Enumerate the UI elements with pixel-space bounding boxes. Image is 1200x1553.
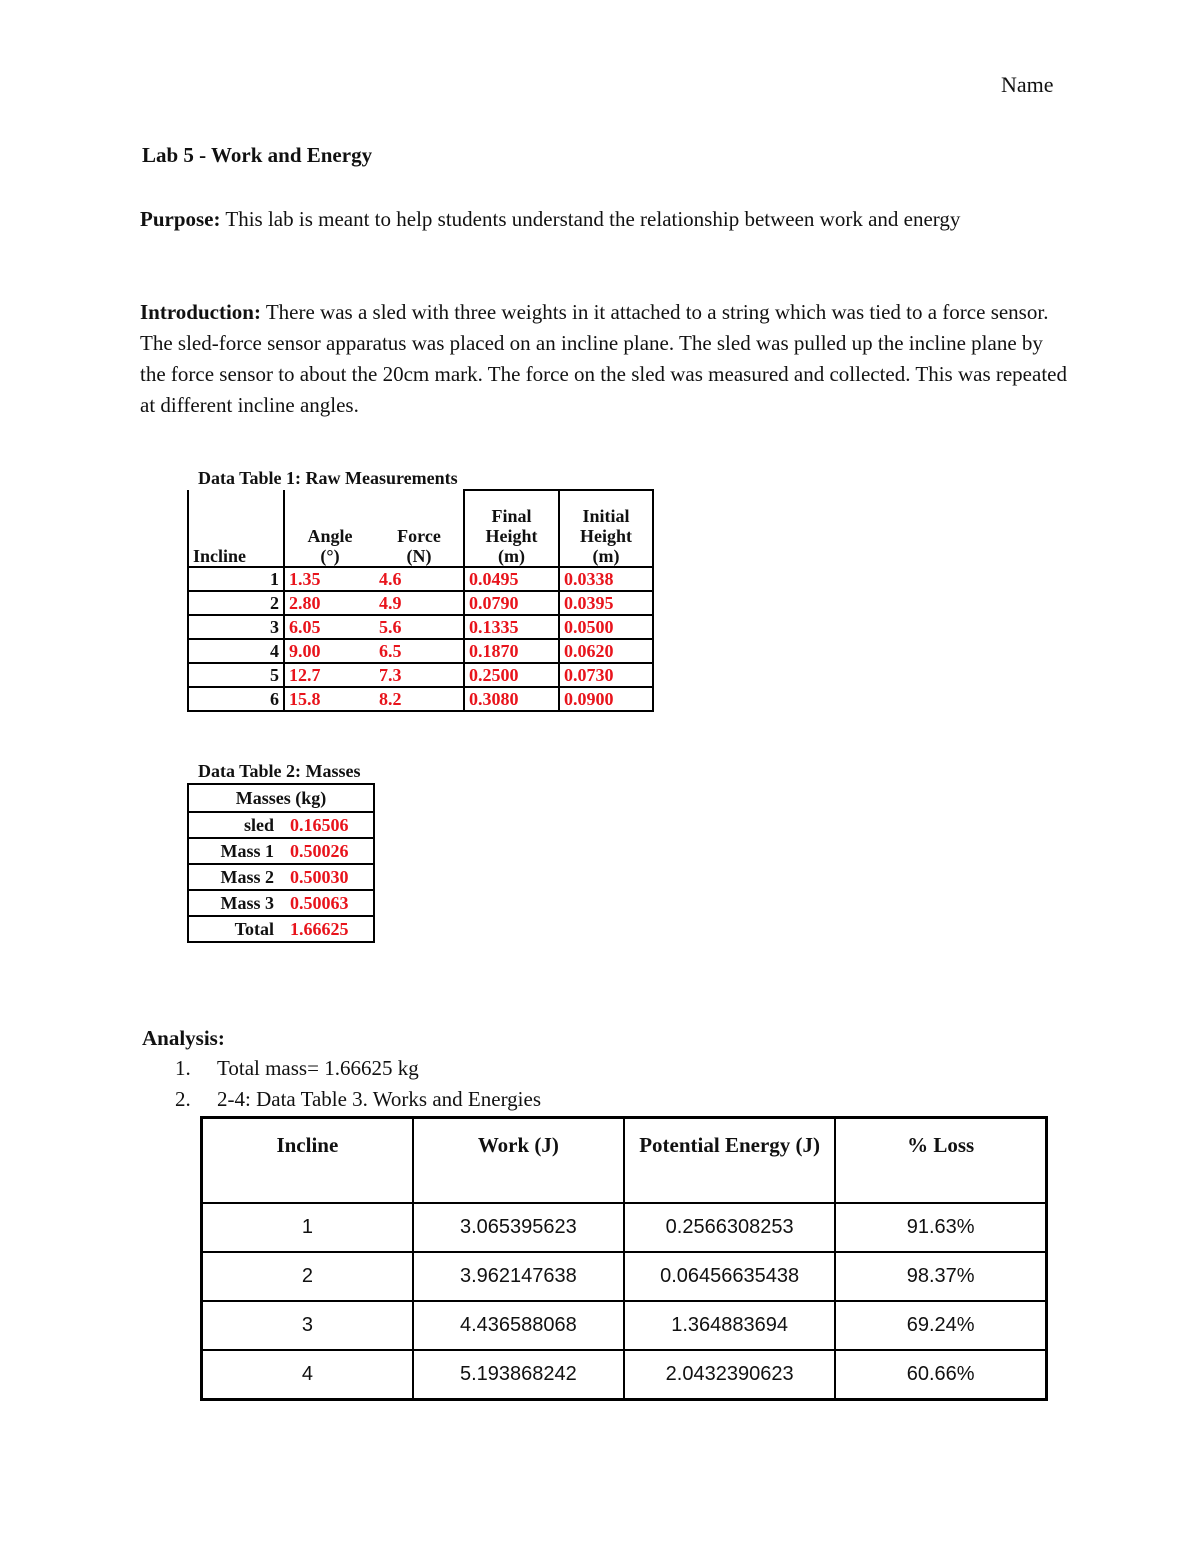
masses-table xyxy=(187,783,375,943)
incline-cell: 4 xyxy=(202,1350,413,1400)
angle-cell: 15.8 xyxy=(284,687,375,711)
analysis-item-1-num: 1. xyxy=(175,1056,191,1080)
force-cell: 4.6 xyxy=(375,567,464,591)
potential-energy-cell: 2.0432390623 xyxy=(624,1350,835,1400)
header-angle-unit: (°) xyxy=(320,546,340,566)
header-init-2: Height xyxy=(580,526,632,546)
mass-label-cell: Mass 3 xyxy=(188,890,280,916)
incline-cell: 5 xyxy=(188,663,284,687)
t3-header-loss: % Loss xyxy=(835,1118,1046,1204)
table-row xyxy=(202,1203,1047,1252)
initial-height-cell: 0.0338 xyxy=(559,567,653,591)
initial-height-cell: 0.0730 xyxy=(559,663,653,687)
header-force-unit: (N) xyxy=(406,546,432,566)
mass-value-cell: 1.66625 xyxy=(280,916,374,942)
loss-cell: 60.66% xyxy=(835,1350,1046,1400)
works-energies-table xyxy=(200,1116,1048,1401)
header-final-2: Height xyxy=(485,526,538,546)
mass-value-cell: 0.50026 xyxy=(280,838,374,864)
final-height-cell: 0.0790 xyxy=(464,591,559,615)
header-force-text: Force xyxy=(397,526,441,546)
mass-value-cell: 0.50030 xyxy=(280,864,374,890)
t3-header-work: Work (J) xyxy=(413,1118,624,1204)
analysis-item-2-text: 2-4: Data Table 3. Works and Energies xyxy=(217,1087,542,1111)
analysis-item-1-text: Total mass= 1.66625 kg xyxy=(217,1056,419,1080)
header-init-unit: (m) xyxy=(592,546,620,566)
lab-title: Lab 5 - Work and Energy xyxy=(142,143,373,167)
mass-label-cell: Total xyxy=(188,916,280,942)
mass-value-cell: 0.16506 xyxy=(280,812,374,838)
potential-energy-cell: 0.06456635438 xyxy=(624,1252,835,1301)
purpose-paragraph xyxy=(140,204,1070,235)
angle-cell: 2.80 xyxy=(284,591,375,615)
initial-height-cell: 0.0500 xyxy=(559,615,653,639)
masses-header: Masses (kg) xyxy=(188,784,374,812)
initial-height-cell: 0.0620 xyxy=(559,639,653,663)
header-init-1: Initial xyxy=(582,506,630,526)
incline-cell: 1 xyxy=(202,1203,413,1252)
table-row xyxy=(188,591,653,615)
student-name-label: Name xyxy=(1001,72,1054,97)
purpose-label: Purpose: xyxy=(140,207,221,231)
incline-cell: 3 xyxy=(202,1301,413,1350)
table1-caption: Data Table 1: Raw Measurements xyxy=(198,468,458,488)
angle-cell: 6.05 xyxy=(284,615,375,639)
header-incline xyxy=(188,490,284,567)
introduction-label: Introduction: xyxy=(140,300,261,324)
incline-cell: 3 xyxy=(188,615,284,639)
mass-value-cell: 0.50063 xyxy=(280,890,374,916)
table-row xyxy=(202,1301,1047,1350)
work-cell: 3.065395623 xyxy=(413,1203,624,1252)
initial-height-cell: 0.0395 xyxy=(559,591,653,615)
loss-cell: 98.37% xyxy=(835,1252,1046,1301)
potential-energy-cell: 1.364883694 xyxy=(624,1301,835,1350)
analysis-label: Analysis: xyxy=(142,1026,225,1050)
header-angle-text: Angle xyxy=(307,526,353,546)
force-cell: 8.2 xyxy=(375,687,464,711)
header-angle xyxy=(284,490,375,567)
force-cell: 6.5 xyxy=(375,639,464,663)
header-final-1: Final xyxy=(491,506,532,526)
force-cell: 4.9 xyxy=(375,591,464,615)
work-cell: 4.436588068 xyxy=(413,1301,624,1350)
table-row xyxy=(188,838,374,864)
table2-caption: Data Table 2: Masses xyxy=(198,761,361,781)
incline-cell: 6 xyxy=(188,687,284,711)
initial-height-cell: 0.0900 xyxy=(559,687,653,711)
final-height-cell: 0.2500 xyxy=(464,663,559,687)
table-row xyxy=(188,663,653,687)
t3-header-incline: Incline xyxy=(202,1118,413,1204)
incline-cell: 1 xyxy=(188,567,284,591)
header-initial-height xyxy=(559,490,653,567)
work-cell: 5.193868242 xyxy=(413,1350,624,1400)
table-row xyxy=(188,812,374,838)
header-final-height xyxy=(464,490,559,567)
table-row xyxy=(188,916,374,942)
table-row xyxy=(202,1350,1047,1400)
angle-cell: 1.35 xyxy=(284,567,375,591)
angle-cell: 9.00 xyxy=(284,639,375,663)
table-row xyxy=(188,639,653,663)
mass-label-cell: Mass 1 xyxy=(188,838,280,864)
introduction-paragraph xyxy=(140,297,1070,421)
header-force xyxy=(375,490,464,567)
purpose-text: This lab is meant to help students understand the relationship between work and energy xyxy=(220,207,961,231)
final-height-cell: 0.3080 xyxy=(464,687,559,711)
work-cell: 3.962147638 xyxy=(413,1252,624,1301)
incline-cell: 2 xyxy=(202,1252,413,1301)
incline-cell: 4 xyxy=(188,639,284,663)
potential-energy-cell: 0.2566308253 xyxy=(624,1203,835,1252)
mass-label-cell: Mass 2 xyxy=(188,864,280,890)
header-incline-text: Incline xyxy=(193,546,247,566)
final-height-cell: 0.0495 xyxy=(464,567,559,591)
table-row xyxy=(188,567,653,591)
t3-header-potential-energy: Potential Energy (J) xyxy=(624,1118,835,1204)
table-row xyxy=(188,615,653,639)
loss-cell: 91.63% xyxy=(835,1203,1046,1252)
analysis-item-2 xyxy=(175,1087,541,1112)
force-cell: 5.6 xyxy=(375,615,464,639)
table-row xyxy=(188,687,653,711)
introduction-text: There was a sled with three weights in it attached to a string which was tied to a force sensor. The sled-force sensor apparatus was placed on an incline plane. The sled was pulled up the incline plane by the force sensor to about the 20cm mark. The force on the sled was measured and collected. This was repeated at different incline angles. xyxy=(140,300,1067,417)
table-row xyxy=(188,864,374,890)
force-cell: 7.3 xyxy=(375,663,464,687)
final-height-cell: 0.1870 xyxy=(464,639,559,663)
angle-cell: 12.7 xyxy=(284,663,375,687)
loss-cell: 69.24% xyxy=(835,1301,1046,1350)
mass-label-cell: sled xyxy=(188,812,280,838)
header-final-unit: (m) xyxy=(498,546,525,566)
table-row xyxy=(202,1252,1047,1301)
analysis-item-1 xyxy=(175,1056,419,1081)
incline-cell: 2 xyxy=(188,591,284,615)
table-row xyxy=(188,890,374,916)
analysis-item-2-num: 2. xyxy=(175,1087,191,1111)
final-height-cell: 0.1335 xyxy=(464,615,559,639)
raw-measurements-table xyxy=(187,489,654,712)
